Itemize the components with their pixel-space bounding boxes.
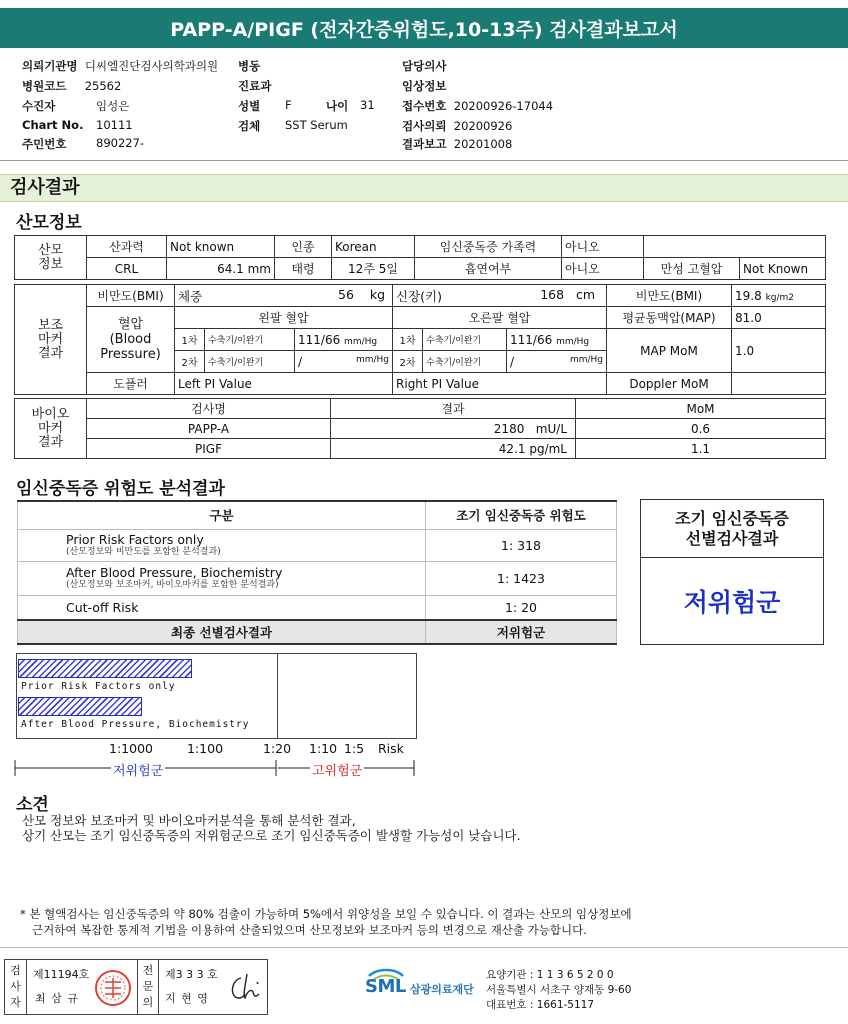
final-result-value: 저위험군 (426, 620, 617, 644)
sd-label-left-1: 수축기/이완기 (205, 329, 295, 351)
table-row (18, 595, 617, 620)
maternal-group-label: 산모 정보 (15, 236, 87, 280)
table-row (18, 561, 617, 595)
risk-col-category: 구분 (18, 501, 426, 529)
opinion-line-2: 상기 산모는 조기 임신중독증의 저위험군으로 조기 임신중독증이 발생할 가능성이 낮습니다. (22, 828, 521, 843)
age-label: 나이 (326, 99, 349, 113)
papp-a-mom: 0.6 (576, 419, 826, 439)
tick-1-100: 1:100 (187, 741, 224, 756)
accession-value: 20200926-17044 (453, 99, 554, 113)
sd-label-right-1: 수축기/이완기 (423, 329, 507, 351)
note-line-2: 근거하여 복잡한 통계적 기법을 이용하여 산출되었으며 산모정보와 보조마커 등의 변경으로 재산출 가능합니다. (32, 923, 587, 937)
right-pi-label: Right PI Value (393, 373, 607, 395)
footer-divider (0, 947, 848, 948)
cutoff-label: Cut-off Risk (18, 595, 426, 620)
phone-number: 대표번호 : 1661-5117 (486, 999, 595, 1011)
unit-label: mm/Hg (344, 336, 378, 347)
bio-col-test: 검사명 (87, 399, 331, 419)
bp-label: 혈압 (Blood Pressure) (87, 307, 175, 373)
parity-label: 산과력 (87, 236, 167, 258)
examiner-number: 제11194호 (33, 968, 90, 981)
chart-label: Chart No. (22, 118, 84, 132)
org-label: 의뢰기관명 (22, 59, 78, 73)
first-measure-label: 1차 (175, 329, 205, 351)
weight-unit: kg (369, 286, 386, 302)
weight-value: 56 (338, 286, 354, 302)
org-value: 디씨엘진단검사의학과의원 (84, 59, 219, 73)
clinical-label: 임상정보 (402, 79, 447, 93)
table-row (15, 419, 826, 439)
specimen-label: 검체 (238, 119, 261, 133)
institution-number: 요양기관 : 1 1 3 6 5 2 0 0 (486, 969, 614, 981)
biomarker-table (14, 398, 826, 459)
left-arm-label: 왼팔 혈압 (175, 307, 393, 329)
code-value: 25562 (84, 79, 122, 93)
pigf-mom: 1.1 (576, 439, 826, 459)
sex-value: F (285, 98, 292, 112)
cutoff-value: 1: 20 (426, 595, 617, 620)
smoking-value: 아니오 (562, 258, 644, 280)
right1-value: 111/66 (510, 332, 553, 347)
smoking-label: 흡연여부 (415, 258, 562, 280)
low-risk-range-label: 저위험군 (111, 760, 165, 779)
doppler-label: 도플러 (87, 373, 175, 395)
prior-risk-bar (18, 659, 192, 678)
screening-box-title: 조기 임신중독증 선별검사결과 (641, 500, 823, 558)
bio-group-label: 바이오 마커 결과 (15, 399, 87, 459)
unit-label: mm/Hg (355, 354, 390, 365)
id-value: 890227- (96, 136, 145, 150)
request-label: 검사의뢰 (402, 119, 447, 133)
age-value: 31 (360, 98, 375, 112)
ga-value: 12주 5일 (332, 258, 415, 280)
map-label: 평균동맥압(MAP) (607, 307, 732, 329)
left-pi-label: Left PI Value (175, 373, 393, 395)
prior-risk-bar-label: Prior Risk Factors only (21, 681, 176, 692)
doctor-label: 담당의사 (402, 59, 447, 73)
race-value: Korean (332, 236, 415, 258)
risk-col-risk: 조기 임신중독증 위험도 (426, 501, 617, 529)
examiner-label: 검 사 자 (5, 960, 27, 1014)
cutoff-line (277, 654, 278, 738)
table-row (18, 529, 617, 561)
id-label: 주민번호 (22, 137, 67, 151)
tick-1-10: 1:10 (309, 741, 338, 756)
org-row (22, 58, 218, 74)
map-mom-value: 1.0 (732, 329, 826, 373)
signature-block (4, 959, 268, 1015)
sml-logo (365, 966, 407, 1000)
aux-group-label: 보조 마커 결과 (15, 285, 87, 395)
height-value: 168 (540, 286, 565, 302)
bio-col-mom: MoM (576, 399, 826, 419)
bmi-value: 19.8 (735, 288, 762, 303)
height-unit: cm (576, 286, 596, 302)
note-line-1: * 본 혈액검사는 임신중독증의 약 80% 검출이 가능하며 5%에서 위양성을 보일 수 있습니다. 이 결과는 산모의 임상정보에 (20, 907, 632, 921)
maternal-table (14, 235, 826, 280)
unit-label: mm/Hg (556, 336, 590, 347)
sex-label: 성별 (238, 99, 261, 113)
ward-label: 병동 (238, 59, 261, 73)
org-name: 삼광의료재단 (410, 983, 474, 996)
bmi-unit: kg/m2 (765, 292, 795, 303)
final-result-label: 최종 선별검사결과 (18, 620, 426, 644)
report-title: PAPP-A/PIGF (전자간증위험도,10-13주) 검사결과보고서 (0, 8, 848, 48)
ga-label: 태령 (275, 258, 332, 280)
tick-1-1000: 1:1000 (109, 741, 153, 756)
left2-value: / (298, 354, 303, 369)
after-bp-value: 1: 1423 (426, 561, 617, 595)
prior-risk-sub: (산모정보와 비만도를 포함한 분석결과) (66, 547, 221, 557)
tick-risk: Risk (378, 741, 404, 756)
specialist-signature (227, 970, 265, 1006)
papp-a-name: PAPP-A (87, 419, 331, 439)
screening-result-box (640, 499, 824, 645)
after-bp-bar (18, 697, 142, 716)
report-label: 결과보고 (402, 137, 447, 151)
hypertension-value: Not Known (740, 258, 826, 280)
pigf-unit: pg/mL (529, 441, 567, 456)
crl-value: 64.1 mm (167, 258, 275, 280)
high-risk-range-label: 고위험군 (310, 760, 364, 779)
specialist-number: 제3 3 3 호 (165, 968, 218, 981)
height-label: 신장(키) (396, 288, 442, 304)
patient-value: 임성은 (96, 99, 130, 113)
sd-label-left-2: 수축기/이완기 (205, 351, 295, 373)
after-bp-label: After Blood Pressure, Biochemistry (66, 565, 283, 580)
risk-heading: 임신중독증 위험도 분석결과 (16, 479, 225, 499)
opinion-heading: 소견 (16, 795, 49, 815)
specialist-name: 지 현 영 (165, 992, 209, 1005)
right2-value: / (510, 354, 515, 369)
left1-value: 111/66 (298, 332, 341, 347)
opinion-line-1: 산모 정보와 보조마커 및 바이오마커분석을 통해 분석한 결과, (22, 813, 356, 828)
papp-a-value: 2180 (493, 421, 525, 436)
right-arm-label: 오른팔 혈압 (393, 307, 607, 329)
sd-label-right-2: 수축기/이완기 (423, 351, 507, 373)
divider (0, 160, 848, 161)
examiner-seal (93, 968, 133, 1008)
second-measure-label: 2차 (175, 351, 205, 373)
prior-risk-label: Prior Risk Factors only (66, 532, 204, 547)
risk-scale-chart (16, 653, 417, 739)
aux-marker-table (14, 284, 826, 395)
examiner-name: 최 삼 규 (35, 992, 79, 1005)
map-mom-label: MAP MoM (607, 329, 732, 373)
chart-value: 10111 (96, 118, 133, 132)
table-row (15, 439, 826, 459)
tick-1-5: 1:5 (344, 741, 365, 756)
code-label: 병원코드 (22, 79, 67, 93)
weight-label: 체중 (178, 288, 203, 304)
logo-text: SML (365, 976, 406, 997)
parity-value: Not known (167, 236, 275, 258)
request-value: 20200926 (453, 119, 513, 133)
crl-label: CRL (87, 258, 167, 280)
bmi2-label: 비만도(BMI) (607, 285, 732, 307)
after-bp-sub: (산모정보와 보조마커, 바이오마커를 포함한 분석결과) (66, 580, 279, 590)
patient-label: 수진자 (22, 99, 56, 113)
pigf-name: PIGF (87, 439, 331, 459)
after-bp-bar-label: After Blood Pressure, Biochemistry (21, 719, 250, 730)
risk-table (17, 500, 617, 645)
map-value: 81.0 (732, 307, 826, 329)
maternal-heading: 산모정보 (16, 213, 82, 233)
race-label: 인종 (275, 236, 332, 258)
second-measure-label-right: 2차 (393, 351, 423, 373)
tick-1-20: 1:20 (263, 741, 292, 756)
specimen-value: SST Serum (285, 118, 348, 132)
family-history-label: 임신중독증 가족력 (415, 236, 562, 258)
screening-box-value: 저위험군 (683, 587, 781, 617)
family-history-value: 아니오 (562, 236, 644, 258)
pigf-value: 42.1 (498, 441, 526, 456)
accession-label: 접수번호 (402, 99, 447, 113)
bio-col-result: 결과 (331, 399, 576, 419)
prior-risk-value: 1: 318 (426, 529, 617, 561)
papp-a-unit: mU/L (535, 421, 567, 436)
first-measure-label-right: 1차 (393, 329, 423, 351)
doppler-mom-label: Doppler MoM (607, 373, 732, 395)
dept-label: 진료과 (238, 79, 272, 93)
specialist-label: 전 문 의 (137, 960, 159, 1014)
section-result-bar: 검사결과 (0, 174, 848, 202)
address: 서울특별시 서초구 양재동 9-60 (486, 984, 632, 996)
report-value: 20201008 (453, 137, 513, 151)
bmi-label: 비만도(BMI) (87, 285, 175, 307)
unit-label: mm/Hg (569, 354, 604, 365)
hypertension-label: 만성 고혈압 (644, 258, 740, 280)
